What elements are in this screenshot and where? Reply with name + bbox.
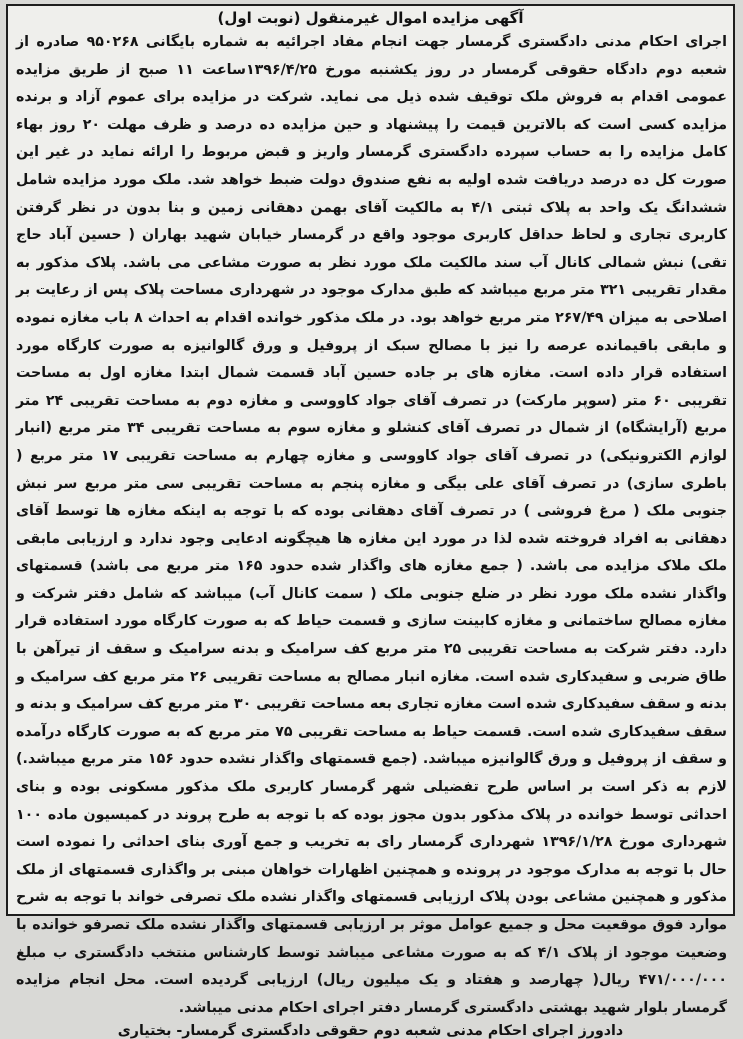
notice-body bbox=[8, 29, 733, 1022]
notice-signature: دادورز اجرای احکام مدنی شعبه دوم حقوقی دادگستری گرمسار- بختیاری bbox=[117, 1023, 624, 1039]
notice-paragraph: اجرای احکام مدنی دادگستری گرمسار جهت انجام مفاد اجرائیه به شماره بایگانی ۹۵۰۲۶۸ صادره از شعبه دوم دادگاه حقوقی گرمسار در روز یکشنبه مورخ ۱۳۹۶/۴/۲۵ساعت ۱۱ صبح از طریق مزایده عمومی اقدام به فروش ملک توقیف شده ذیل می نماید. شرکت در مزایده برای عموم آزاد و برنده مزایده کسی است که بالاترین قیمت را پیشنهاد و حین مزایده ده درصد و ظرف مهلت ۲۰ روز بهاء کامل مزایده را به حساب سپرده دادگستری گرمسار واریز و قبض مربوط را ارائه نماید در غیر این صورت کل ده درصد دریافت شده اولیه به نفع صندوق دولت ضبط خواهد شد. ملک مورد مزایده شامل ششدانگ یک واحد به پلاک ثبتی ۴/۱ به مالکیت آقای بهمن دهقانی زمین و بنا بدون در نظر گرفتن کاربری تجاری و لحاظ حداقل کاربری موجود واقع در گرمسار خیابان شهید بهاران ( حسین آباد حاج تقی) نبش شمالی کانال آب سند مالکیت ملک مورد نظر به صورت مشاعی می باشد. پلاک مذکور به مقدار تقریبی ۳۲۱ متر مربع میباشد که طبق مدارک موجود در شهرداری مساحت پلاک پس از رعایت بر اصلاحی به میزان ۲۶۷/۴۹ متر مربع خواهد بود. در ملک مذکور خوانده اقدام به احداث ۸ باب مغازه نموده و مابقی باقیمانده عرصه را نیز با مصالح سبک از پروفیل و ورق گالوانیزه به صورت کارگاه مورد استفاده قرار داده است. مغازه های بر جاده حسین آباد قسمت شمال ابتدا مغازه اول به مساحت تقریبی ۶۰ متر (سوپر مارکت) در تصرف آقای جواد کاووسی و مغازه دوم به مساحت تقریبی ۲۴ متر مربع (آرایشگاه) از شمال در تصرف آقای کنشلو و مغازه سوم به مساحت تقریبی ۳۴ متر مربع (انبار لوازم الکترونیکی) در تصرف آقای جواد کاووسی و مغازه چهارم به مساحت تقریبی ۱۷ متر مربع ( باطری سازی) در تصرف آقای علی بیگی و مغازه پنجم به مساحت تقریبی سی متر مربع سر نبش جنوبی ملک ( مرغ فروشی ) در تصرف آقای دهقانی بوده که با توجه به اینکه مغازه ها توسط آقای دهقانی به افراد فروخته شده لذا در مورد این مغازه ها هیچگونه ادعایی وجود ندارد و ارزیابی مابقی ملک ملاک مزایده می باشد. ( جمع مغازه های واگذار شده حدود ۱۶۵ متر مربع می باشد) قسمتهای واگذار نشده ملک مورد نظر در ضلع جنوبی ملک ( سمت کانال آب) میباشد که شامل دفتر شرکت و مغازه مصالح ساختمانی و مغازه کابینت سازی و قسمت حیاط که به صورت کارگاه مورد استفاده قرار دارد. دفتر شرکت به مساحت تقریبی ۲۵ متر مربع کف سرامیک و بدنه سرامیک و سقف از تیرآهن با طاق ضربی و سفیدکاری شده است. مغازه انبار مصالح به مساحت تقریبی ۲۶ متر مربع کف سرامیک و بدنه و سقف سفیدکاری شده است مغازه تجاری بعه مساحت تقریبی ۳۰ متر مربع کف سرامیک و بدنه و سقف سفیدکاری شده است. قسمت حیاط به مساحت تقریبی ۷۵ متر مربع که به صورت کارگاه درآمده و سقف از پروفیل و ورق گالوانیزه میباشد. (جمع قسمتهای واگذار نشده حدود ۱۵۶ متر مربع میباشد.) لازم به ذکر است بر اساس طرح تفضیلی شهر گرمسار کاربری ملک مذکور مسکونی بوده و بنای احداثی توسط خوانده در پلاک مذکور بدون مجوز بوده که با توجه به طرح پروند در کمیسیون ماده ۱۰۰ شهرداری مورخ ۱۳۹۶/۱/۲۸ شهرداری گرمسار رای به تخریب و جمع آوری بنای احداثی را نموده است حال با توجه به مدارک موجود در پرونده و همچنین اظهارات خواهان مبنی بر واگذاری قسمتهای از ملک مذکور و همچنین مشاعی بودن پلاک ارزیابی قسمتهای واگذار نشده ملک تصرفی خواند با توجه به شرح موارد فوق موقعیت محل و جمیع عوامل موثر بر ارزیابی قسمتهای واگذار نشده ملک تصرفو خوانده با وضعیت موجود از پلاک ۴/۱ که به صورت مشاعی میباشد توسط کارشناس منتخب دادگستری ب مبلغ ۴۷۱/۰۰۰/۰۰۰ ریال( چهارصد و هفتاد و یک میلیون ریال) ارزیابی گردیده است. محل انجام مزایده گرمسار بلوار شهید بهشتی دادگستری گرمسار دفتر اجرای احکام مدنی میباشد. bbox=[16, 34, 728, 1016]
notice-title: آگهی مزایده اموال غیرمنقول (نوبت اول) bbox=[217, 9, 524, 27]
legal-notice bbox=[6, 4, 735, 1039]
